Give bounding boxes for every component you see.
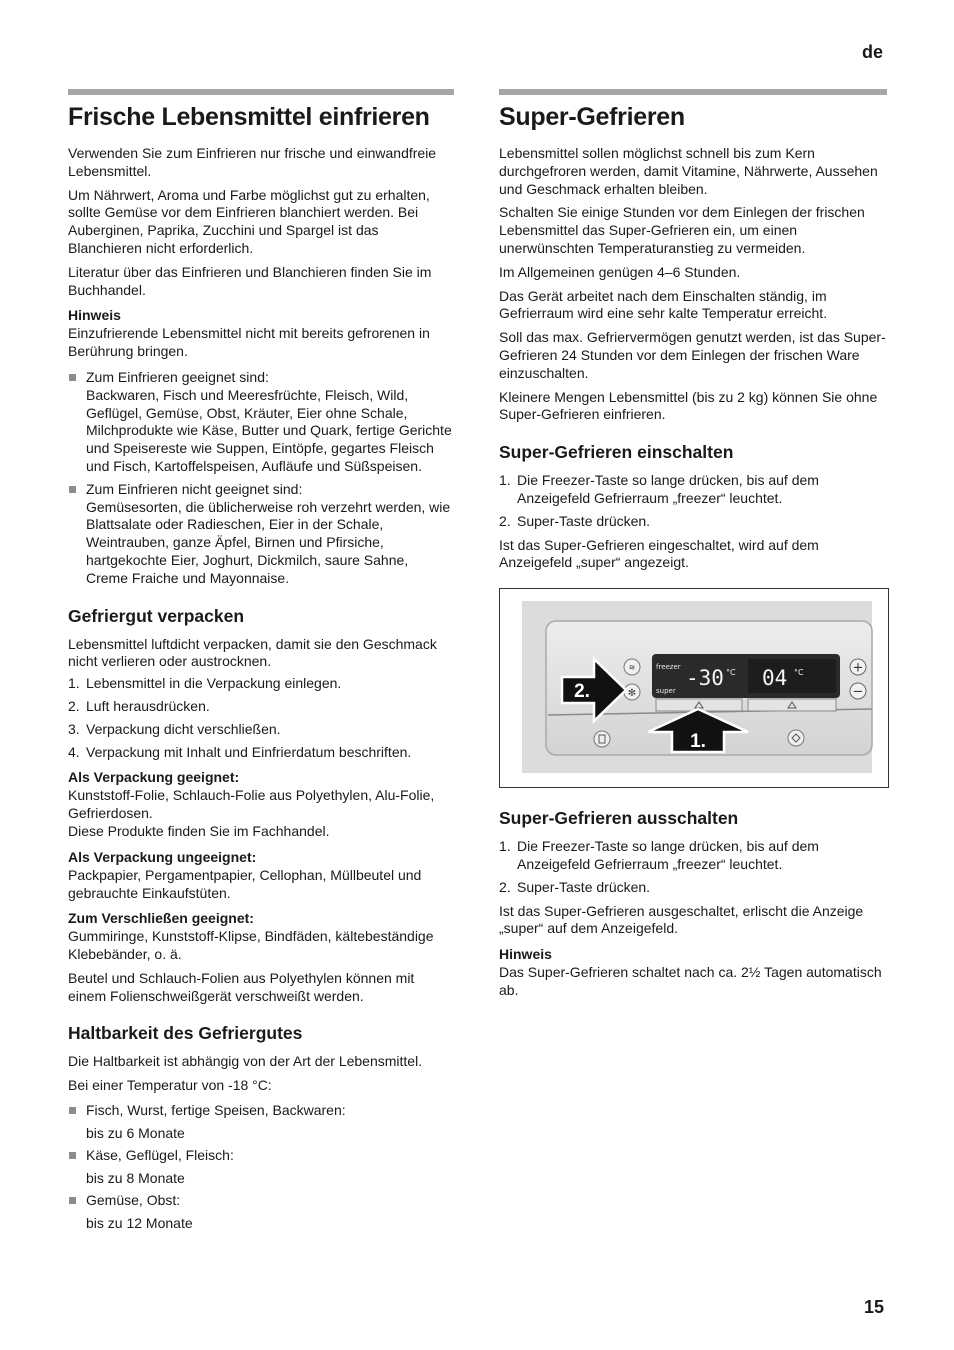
- page-number: 15: [864, 1297, 885, 1317]
- step-item: [499, 838, 887, 874]
- switch-on-steps: [499, 472, 887, 530]
- note-heading: Hinweis: [499, 946, 552, 963]
- shelf-item-duration: bis zu 8 Monate: [86, 1169, 185, 1186]
- step-item: [68, 721, 454, 739]
- fridge-unit: °C: [794, 668, 804, 678]
- step-text: Lebensmittel in die Verpackung einlegen.: [86, 675, 342, 692]
- step-text: Verpackung dicht verschließen.: [86, 720, 281, 737]
- svg-text:≋: ≋: [628, 663, 636, 673]
- right-column: [499, 89, 887, 1004]
- list-item: Zum Einfrieren nicht geeignet sind: Gemüsesorten, die üblicherweise roh verzehrt werden, wie Blattsalate oder Radieschen, Eier in der Schale, Weintrauben, ganze Äpfel, Birnen und Pfirsiche, hartgekochte Eier, Joghurt, Dickmilch, saure Sahne, Creme Fraiche und Mayonnaise.: [68, 481, 454, 588]
- weld-text: Beutel und Schlauch-Folien aus Polyethylen können mit einem Folienschweißgerät verschweißt werden.: [68, 969, 415, 1004]
- intro-paragraph: Um Nährwert, Aroma und Farbe möglichst gut zu erhalten, sollte Gemüse vor dem Einfrieren blanchiert werden. Bei Auberginen, Paprika, Zucchini und Spargel ist das Blanchieren nicht erforderlich.: [68, 186, 430, 256]
- step-item: [499, 879, 887, 897]
- note-text: Einzufrierende Lebensmittel nicht mit bereits gefrorenen in Berührung bringen.: [68, 325, 430, 360]
- unsuitable-packaging-heading: Als Verpackung ungeeignet:: [68, 848, 257, 865]
- left-column: [68, 89, 454, 1234]
- intro-paragraph: Lebensmittel sollen möglichst schnell bis zum Kern durchgefroren werden, damit Vitamine, Nährwerte, Aussehen und Geschmack erhalten bleiben.: [499, 145, 878, 197]
- subheading-switch-on: Super-Gefrieren einschalten: [499, 442, 734, 463]
- closing-text: Gummiringe, Kunststoff-Klipse, Bindfäden, kältebeständige Klebebänder, o. ä.: [68, 928, 434, 963]
- display-super-label: super: [656, 687, 676, 696]
- subheading-packing: Gefriergut verpacken: [68, 605, 245, 626]
- intro-paragraph: Das Gerät arbeitet nach dem Einschalten ständig, im Gefrierraum wird eine sehr kalte Temperatur erreicht.: [499, 287, 828, 322]
- note-heading: Hinweis: [68, 307, 121, 324]
- suitable-packaging-heading: Als Verpackung geeignet:: [68, 769, 240, 786]
- shelf-item-label: Käse, Geflügel, Fleisch:: [68, 1144, 454, 1167]
- shelf-item-label: Gemüse, Obst:: [68, 1189, 454, 1212]
- section-title-super-freeze: Super-Gefrieren: [499, 103, 685, 131]
- shelf-life-list: [68, 1099, 454, 1234]
- step-number: 2.: [499, 878, 511, 895]
- step-text: Die Freezer-Taste so lange drücken, bis auf dem Anzeigefeld Gefrierraum „freezer“ leuchtet.: [517, 472, 819, 506]
- suitable-packaging-text: Kunststoff-Folie, Schlauch-Folie aus Polyethylen, Alu-Folie, Gefrierdosen. Diese Produkte finden Sie im Fachhandel.: [68, 787, 435, 839]
- callout-label-2: 2.: [574, 681, 590, 703]
- step-item: [499, 513, 887, 531]
- section-rule: [68, 89, 454, 95]
- step-number: 3.: [68, 720, 80, 737]
- control-panel-illustration: [500, 589, 890, 789]
- display-freezer-label: freezer: [656, 663, 681, 672]
- fridge-temperature: 04: [762, 666, 788, 691]
- step-text: Super-Taste drücken.: [517, 512, 651, 529]
- svg-text:✻: ✻: [627, 688, 637, 700]
- step-number: 1.: [499, 472, 511, 489]
- step-item: [68, 698, 454, 716]
- unsuitable-packaging-text: Packpapier, Pergamentpapier, Cellophan, Müllbeutel und gebrauchte Einkaufstüten.: [68, 866, 422, 901]
- intro-paragraph: Im Allgemeinen genügen 4–6 Stunden.: [499, 263, 741, 280]
- shelf-item-duration: bis zu 6 Monate: [86, 1124, 185, 1141]
- freezer-temperature: -30: [686, 666, 724, 691]
- shelf-life-intro: Die Haltbarkeit ist abhängig von der Art der Lebensmittel.: [68, 1053, 423, 1070]
- callout-label-1: 1.: [690, 731, 706, 753]
- temperature-line: Bei einer Temperatur von -18 °C:: [68, 1077, 272, 1094]
- freezer-unit: °C: [726, 668, 736, 678]
- bottle-icon: [594, 731, 610, 747]
- fridge-select-button: [748, 699, 836, 711]
- subheading-switch-off: Super-Gefrieren ausschalten: [499, 808, 739, 829]
- plus-glyph: +: [852, 660, 864, 676]
- intro-paragraph: Literatur über das Einfrieren und Blanchieren finden Sie im Buchhandel.: [68, 263, 432, 298]
- shelf-item-duration: bis zu 12 Monate: [86, 1214, 193, 1231]
- step-text: Verpackung mit Inhalt und Einfrierdatum beschriften.: [86, 743, 412, 760]
- step-text: Super-Taste drücken.: [517, 878, 651, 895]
- switch-off-result: Ist das Super-Gefrieren ausgeschaltet, erlischt die Anzeige „super“ auf dem Anzeigefeld.: [499, 902, 864, 937]
- subheading-shelf-life: Haltbarkeit des Gefriergutes: [68, 1023, 303, 1044]
- switch-on-result: Ist das Super-Gefrieren eingeschaltet, wird auf dem Anzeigefeld „super“ angezeigt.: [499, 536, 819, 571]
- intro-paragraph: Verwenden Sie zum Einfrieren nur frische und einwandfreie Lebensmittel.: [68, 145, 437, 179]
- control-panel-figure: [499, 588, 889, 788]
- section-title-freezing: Frische Lebensmittel einfrieren: [68, 103, 430, 131]
- box-icon: [788, 730, 804, 746]
- suitability-list: [68, 369, 454, 588]
- step-text: Luft herausdrücken.: [86, 697, 210, 714]
- list-item: Zum Einfrieren geeignet sind: Backwaren, Fisch und Meeresfrüchte, Fleisch, Wild, Geflügel, Gemüse, Obst, Kräuter, Eier ohne Schale, Milchprodukte wie Käse, Butter und Quark, fertige Gerichte und Speisereste wie Suppen, Eintöpfe, gegartes Fleisch und Fisch, Kartoffelspeisen, Aufläufe und Süßspeisen.: [68, 369, 454, 476]
- minus-glyph: −: [852, 684, 864, 700]
- step-number: 1.: [499, 838, 511, 855]
- step-number: 4.: [68, 743, 80, 760]
- step-number: 2.: [499, 512, 511, 529]
- packing-intro: Lebensmittel luftdicht verpacken, damit sie den Geschmack nicht verlieren oder austrocknen.: [68, 635, 437, 670]
- intro-paragraph: Kleinere Mengen Lebensmittel (bis zu 2 kg) können Sie ohne Super-Gefrieren einfrieren.: [499, 388, 878, 423]
- packing-steps: [68, 675, 454, 761]
- step-item: [68, 675, 454, 693]
- step-text: Die Freezer-Taste so lange drücken, bis auf dem Anzeigefeld Gefrierraum „freezer“ leuchtet.: [517, 838, 819, 872]
- section-rule: [499, 89, 887, 95]
- shelf-item-label: Fisch, Wurst, fertige Speisen, Backwaren:: [68, 1099, 454, 1122]
- step-number: 2.: [68, 697, 80, 714]
- intro-paragraph: Schalten Sie einige Stunden vor dem Einlegen der frischen Lebensmittel das Super-Gefrieren ein, um einen unerwünschten Temperaturanstieg zu vermeiden.: [499, 204, 865, 256]
- closing-heading: Zum Verschließen geeignet:: [68, 910, 254, 927]
- step-item: [499, 472, 887, 508]
- switch-off-steps: [499, 838, 887, 896]
- language-tag: de: [862, 42, 884, 62]
- step-item: [68, 744, 454, 762]
- step-number: 1.: [68, 675, 80, 692]
- intro-paragraph: Soll das max. Gefriervermögen genutzt werden, ist das Super-Gefrieren 24 Stunden vor dem Einlegen der frischen Ware einzuschalten.: [499, 329, 886, 381]
- note-text: Das Super-Gefrieren schaltet nach ca. 2½ Tagen automatisch ab.: [499, 964, 882, 998]
